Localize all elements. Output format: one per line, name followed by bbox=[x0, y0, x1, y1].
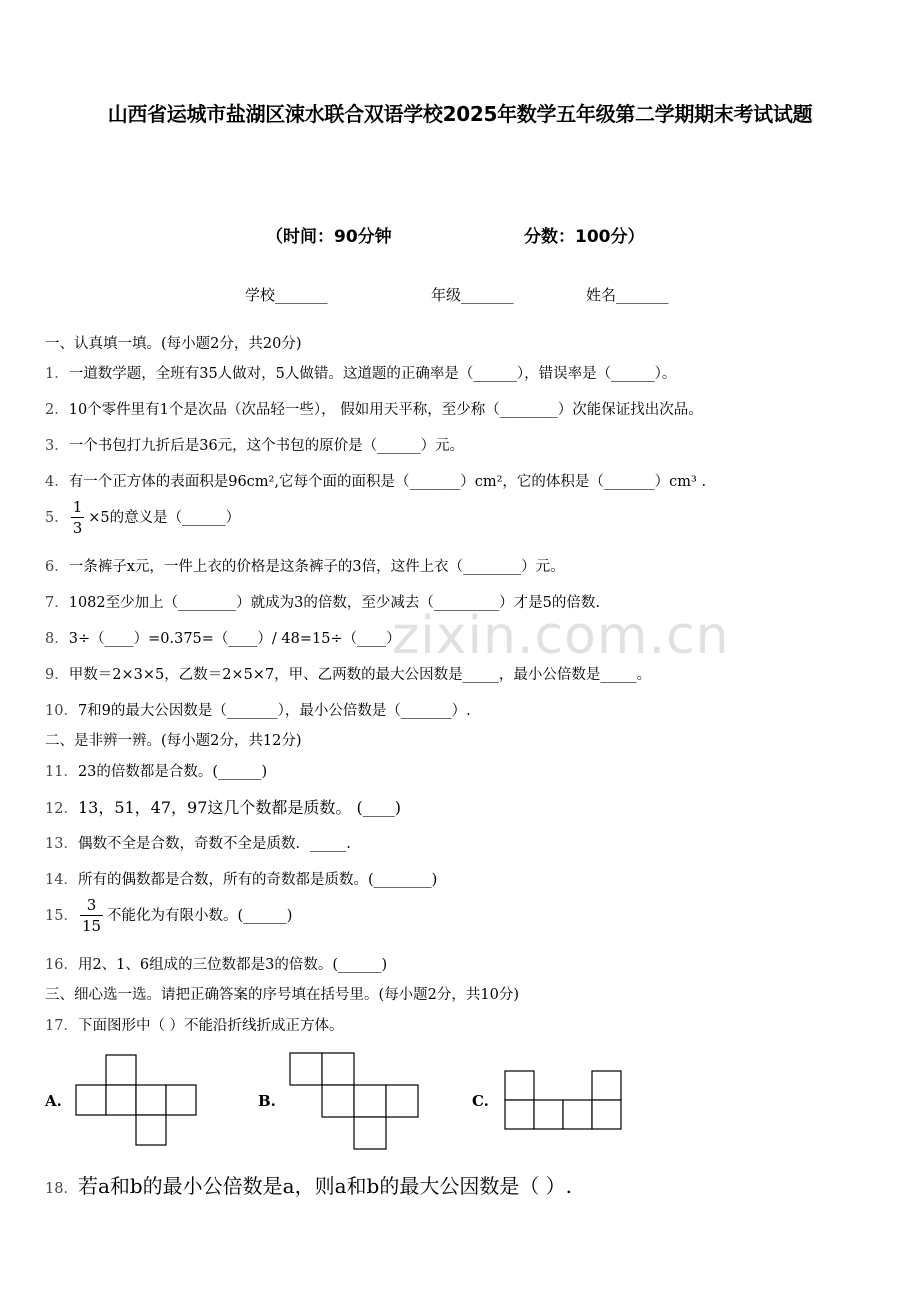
question-number: 3． bbox=[45, 438, 69, 454]
question-11 bbox=[45, 760, 267, 781]
question-text: 一个书包打九折后是36元，这个书包的原价是（______）元。 bbox=[68, 438, 465, 454]
question-number: 16． bbox=[45, 957, 78, 973]
fraction-numerator: 3 bbox=[80, 898, 103, 916]
option-a-cube-net bbox=[75, 1054, 200, 1148]
name-field: 姓名_______ bbox=[586, 286, 669, 304]
question-text: 下面图形中（ ）不能沿折线折成正方体。 bbox=[77, 1018, 344, 1034]
question-number: 18． bbox=[45, 1181, 78, 1197]
question-7 bbox=[45, 591, 600, 612]
question-text: ×5的意义是（______） bbox=[88, 510, 241, 526]
question-text: 所有的偶数都是合数，所有的奇数都是质数。(________) bbox=[77, 872, 438, 888]
question-3 bbox=[45, 434, 464, 455]
section-heading-1: 一、认真填一填。(每小题2分，共20分) bbox=[45, 336, 302, 352]
question-9 bbox=[45, 663, 651, 684]
question-text: 若a和b的最小公倍数是a，则a和b的最大公因数是（ ）. bbox=[77, 1174, 573, 1198]
option-a-label: A. bbox=[45, 1092, 62, 1110]
question-6 bbox=[45, 555, 565, 576]
exam-time: （时间：90分钟 bbox=[266, 227, 392, 247]
question-number: 15． bbox=[45, 908, 78, 924]
option-c-cube-net bbox=[504, 1070, 624, 1132]
question-text: 3÷（____）=0.375=（____）/ 48=15÷（____） bbox=[68, 631, 401, 647]
fraction bbox=[80, 898, 103, 934]
question-text: 7和9的最大公因数是（_______），最小公倍数是（_______）. bbox=[77, 703, 471, 719]
question-text: 23的倍数都是合数。(______) bbox=[77, 764, 268, 780]
question-13 bbox=[45, 832, 351, 853]
question-8 bbox=[45, 627, 401, 648]
section-heading-3: 三、细心选一选。请把正确答案的序号填在括号里。(每小题2分，共10分) bbox=[45, 987, 519, 1003]
question-number: 8． bbox=[45, 631, 69, 647]
section-heading-2: 二、是非辨一辨。(每小题2分，共12分) bbox=[45, 733, 302, 749]
question-text: 一道数学题，全班有35人做对，5人做错。这道题的正确率是（______），错误率是（______）。 bbox=[68, 366, 677, 382]
question-14 bbox=[45, 868, 437, 889]
question-text: 偶数不全是合数，奇数不全是质数．_____. bbox=[77, 836, 351, 852]
option-b-label: B. bbox=[258, 1092, 276, 1110]
question-text: 用2、1、6组成的三位数都是3的倍数。(______) bbox=[77, 957, 388, 973]
question-text: 甲数＝2×3×5，乙数＝2×5×7，甲、乙两数的最大公因数是_____，最小公倍数是_____。 bbox=[68, 667, 652, 683]
question-text: 13，51，47，97这几个数都是质数。 (____) bbox=[77, 798, 401, 817]
question-text: 有一个正方体的表面积是96cm²,它每个面的面积是（_______）cm²，它的体积是（_______）cm³ . bbox=[68, 474, 707, 490]
page-title: 山西省运城市盐湖区涑水联合双语学校2025年数学五年级第二学期期末考试试题 bbox=[107, 102, 813, 126]
question-number: 1． bbox=[45, 366, 69, 382]
question-number: 17． bbox=[45, 1018, 78, 1034]
question-text: 不能化为有限小数。(______) bbox=[107, 908, 293, 924]
question-15 bbox=[45, 898, 292, 934]
question-number: 7． bbox=[45, 595, 69, 611]
fraction-numerator: 1 bbox=[72, 498, 83, 516]
grade-field: 年级_______ bbox=[431, 286, 514, 304]
question-5 bbox=[45, 500, 240, 536]
question-number: 5． bbox=[45, 510, 69, 526]
question-number: 11． bbox=[45, 764, 78, 780]
question-12 bbox=[45, 795, 401, 818]
question-text: 10个零件里有1个是次品（次品轻一些）， 假如用天平称，至少称（________）次能保证找出次品。 bbox=[68, 402, 703, 418]
question-number: 6． bbox=[45, 559, 69, 575]
question-4 bbox=[45, 470, 706, 491]
question-16 bbox=[45, 953, 387, 974]
question-number: 2． bbox=[45, 402, 69, 418]
question-number: 12． bbox=[45, 801, 78, 817]
school-field: 学校_______ bbox=[245, 286, 328, 304]
fraction bbox=[71, 500, 85, 536]
watermark: zixin.com.cn bbox=[392, 606, 730, 666]
question-1 bbox=[45, 362, 676, 383]
question-text: 1082至少加上（________）就成为3的倍数，至少减去（_________）才是5的倍数. bbox=[68, 595, 600, 611]
question-10 bbox=[45, 699, 471, 720]
question-2 bbox=[45, 398, 703, 419]
question-number: 9． bbox=[45, 667, 69, 683]
question-text: 一条裤子x元，一件上衣的价格是这条裤子的3倍，这件上衣（________）元。 bbox=[68, 559, 565, 575]
question-number: 14． bbox=[45, 872, 78, 888]
question-number: 4． bbox=[45, 474, 69, 490]
fraction-denominator: 15 bbox=[81, 917, 102, 935]
question-17 bbox=[45, 1014, 344, 1035]
fraction-denominator: 3 bbox=[72, 519, 83, 537]
option-b-cube-net bbox=[289, 1052, 421, 1152]
option-c-label: C. bbox=[472, 1092, 489, 1110]
question-number: 13． bbox=[45, 836, 78, 852]
exam-score: 分数：100分） bbox=[524, 227, 645, 247]
question-18 bbox=[45, 1170, 572, 1199]
question-number: 10． bbox=[45, 703, 78, 719]
